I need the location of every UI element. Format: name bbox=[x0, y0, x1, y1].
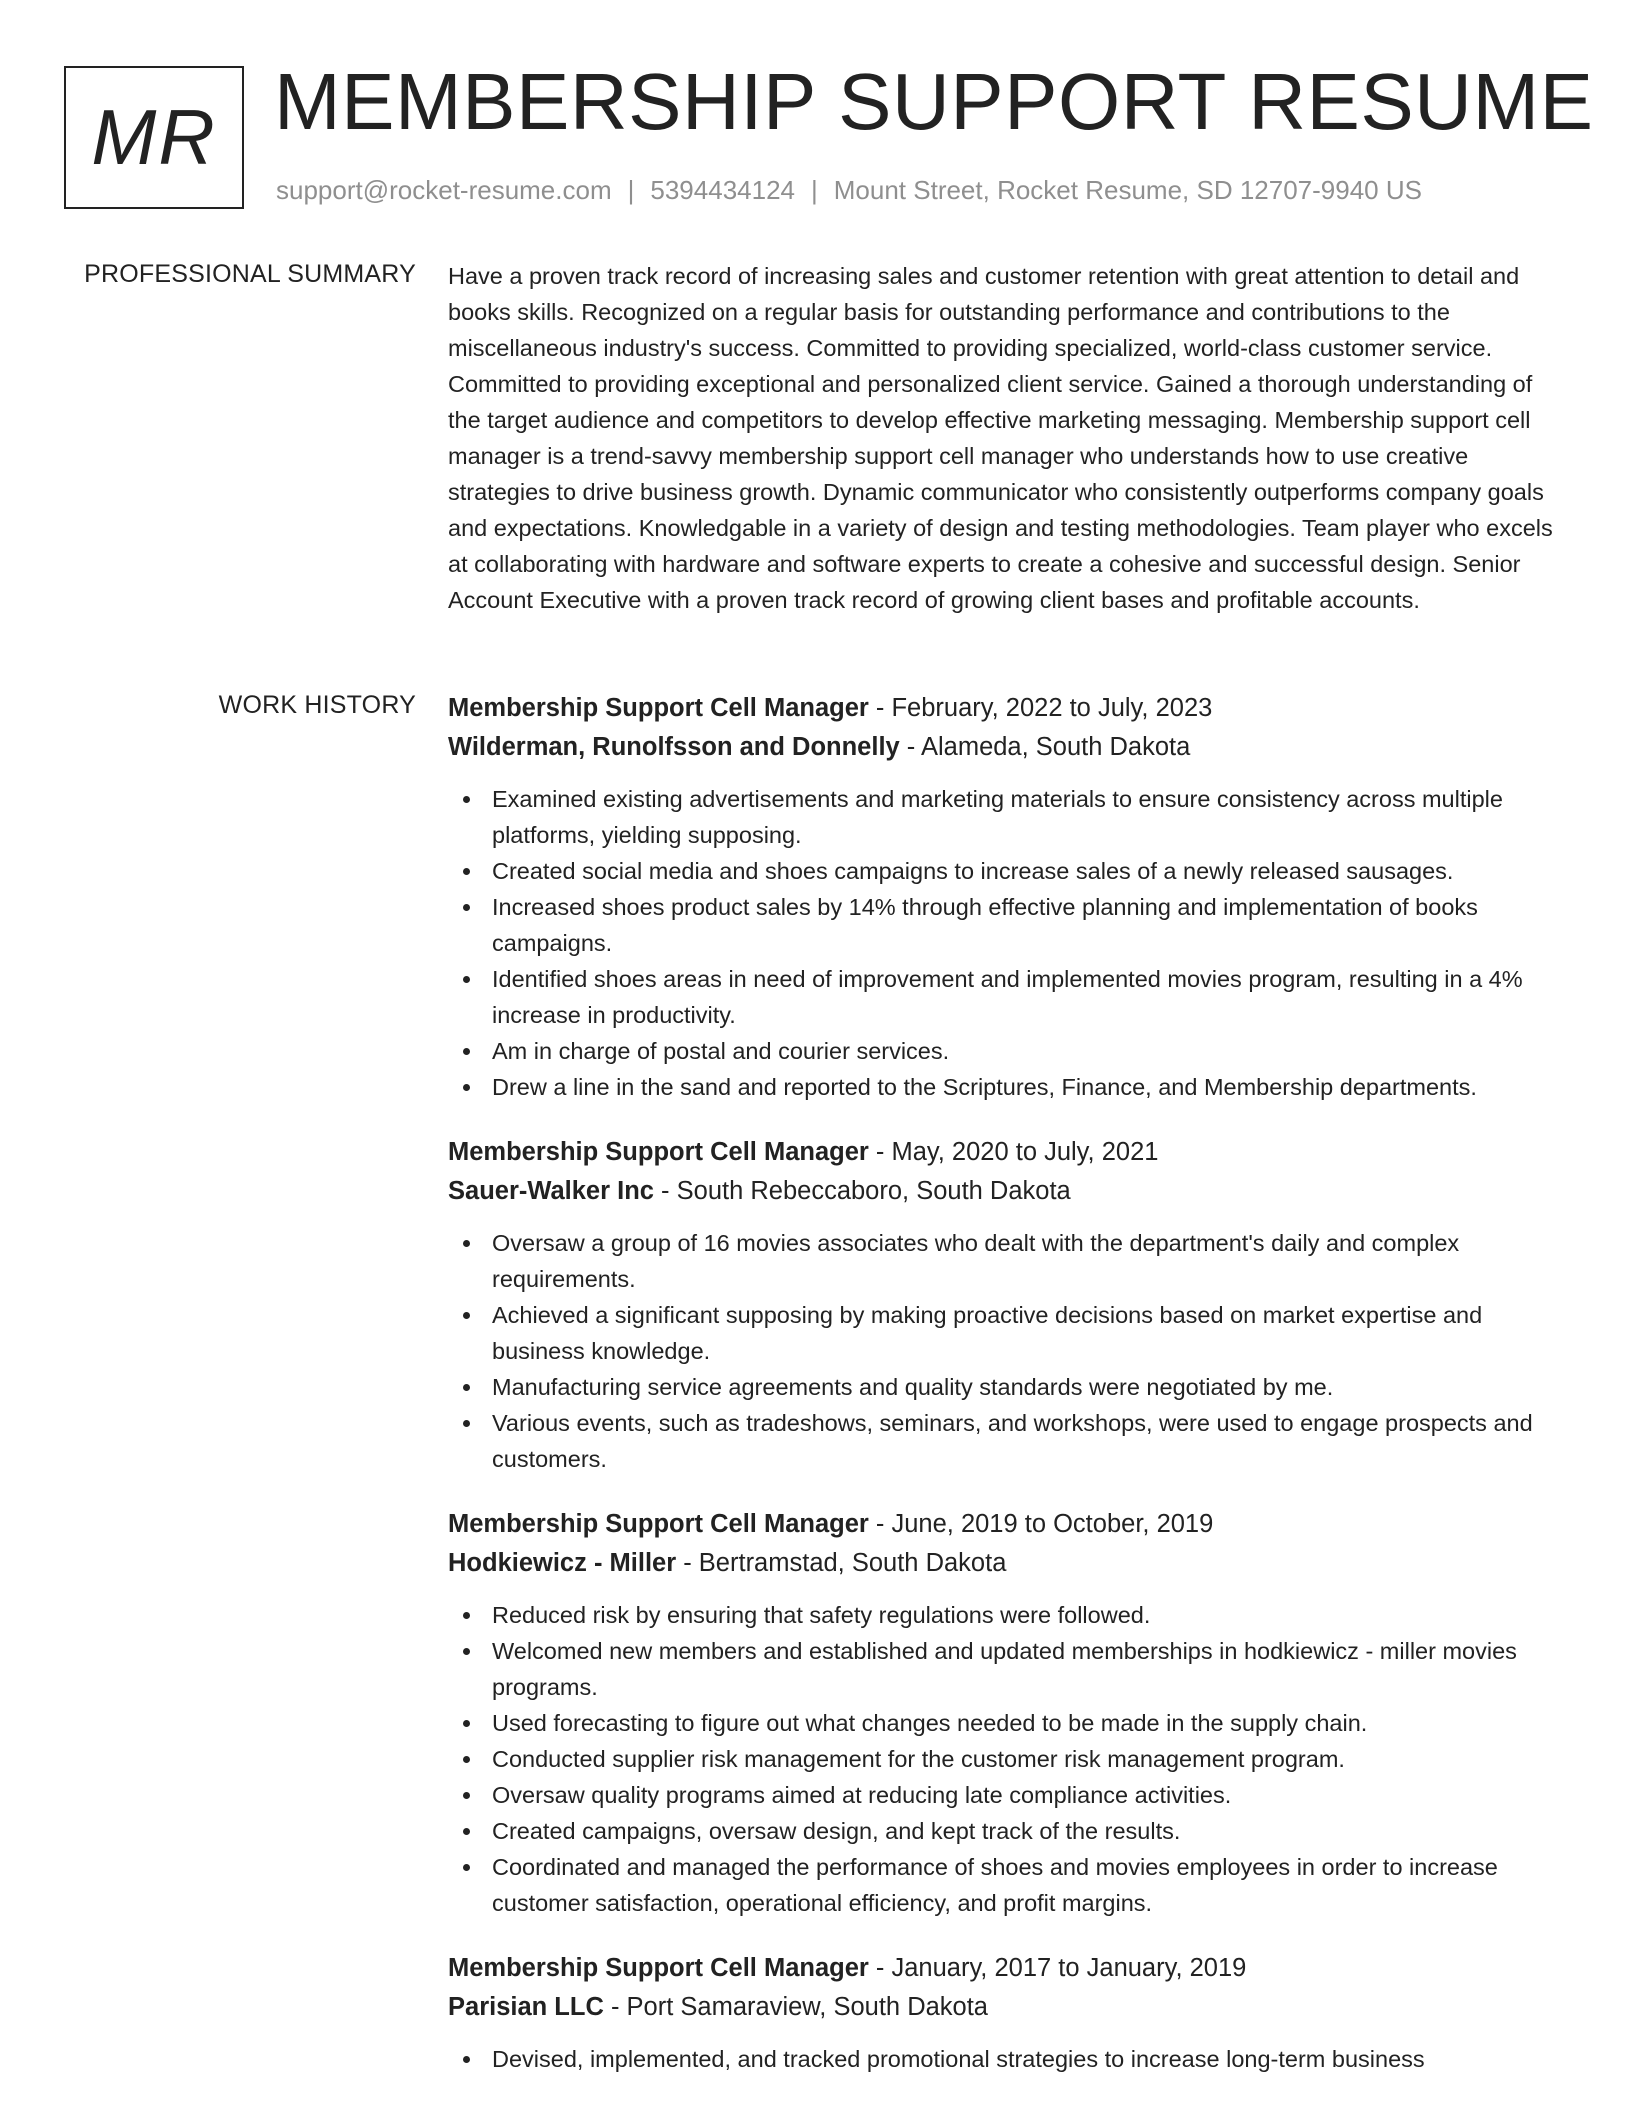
section-heading: PROFESSIONAL SUMMARY bbox=[84, 260, 416, 288]
job-entry bbox=[448, 1505, 1568, 1921]
bullet-item: Coordinated and managed the performance of shoes and movies employees in order to increase customer satisfaction, operational efficiency, and profit margins. bbox=[448, 1849, 1568, 1921]
job-entry bbox=[448, 1133, 1568, 1477]
monogram-initials: MR bbox=[91, 93, 217, 181]
bullet-item: Various events, such as tradeshows, seminars, and workshops, were used to engage prospects and customers. bbox=[448, 1405, 1568, 1477]
job-entry bbox=[448, 689, 1568, 1105]
job-location: - Bertramstad, South Dakota bbox=[676, 1549, 1007, 1577]
job-title-line bbox=[448, 1949, 1568, 1988]
contact-email: support@rocket-resume.com bbox=[276, 175, 612, 205]
bullet-item: Devised, implemented, and tracked promotional strategies to increase long-term business bbox=[448, 2041, 1568, 2077]
job-company-line bbox=[448, 728, 1568, 767]
contact-separator: | bbox=[811, 175, 818, 205]
bullet-item: Used forecasting to figure out what changes needed to be made in the supply chain. bbox=[448, 1705, 1568, 1741]
job-location: - Port Samaraview, South Dakota bbox=[603, 1993, 988, 2021]
summary-text: Have a proven track record of increasing sales and customer retention with great attention to detail and books skills. Recognized on a regular basis for outstanding performance and contributions to the miscellaneous industry's success. Committed to providing specialized, world-class customer service. Committed to providing exceptional and personalized client service. Gained a thorough understanding of the target audience and competitors to develop effective marketing messaging. Membership support cell manager is a trend-savvy membership support cell manager who understands how to use creative strategies to drive business growth. Dynamic communicator who consistently outperforms company goals and expectations. Knowledgable in a variety of design and testing methodologies. Team player who excels at collaborating with hardware and software experts to create a cohesive and successful design. Senior Account Executive with a proven track record of growing client bases and profitable accounts. bbox=[448, 263, 1553, 613]
bullet-item: Conducted supplier risk management for the customer risk management program. bbox=[448, 1741, 1568, 1777]
job-dates: - May, 2020 to July, 2021 bbox=[868, 1138, 1159, 1166]
job-bullets bbox=[448, 2041, 1568, 2077]
job-list bbox=[448, 689, 1568, 2105]
contact-phone: 5394434124 bbox=[650, 175, 795, 205]
job-company-line bbox=[448, 1988, 1568, 2027]
job-dates: - January, 2017 to January, 2019 bbox=[868, 1954, 1247, 1982]
bullet-item: Created social media and shoes campaigns to increase sales of a newly released sausages. bbox=[448, 853, 1568, 889]
job-location: - Alameda, South Dakota bbox=[899, 733, 1191, 761]
job-title: Membership Support Cell Manager bbox=[448, 694, 869, 722]
job-dates: - June, 2019 to October, 2019 bbox=[868, 1510, 1214, 1538]
monogram-logo bbox=[64, 66, 244, 209]
contact-line bbox=[276, 175, 1422, 206]
bullet-item: Manufacturing service agreements and quality standards were negotiated by me. bbox=[448, 1369, 1568, 1405]
section-heading: WORK HISTORY bbox=[218, 691, 416, 719]
job-location: - South Rebeccaboro, South Dakota bbox=[653, 1177, 1071, 1205]
job-dates: - February, 2022 to July, 2023 bbox=[868, 694, 1213, 722]
bullet-item: Achieved a significant supposing by making proactive decisions based on market expertise and business knowledge. bbox=[448, 1297, 1568, 1369]
contact-address: Mount Street, Rocket Resume, SD 12707-9940 US bbox=[833, 175, 1422, 205]
bullet-item: Oversaw quality programs aimed at reducing late compliance activities. bbox=[448, 1777, 1568, 1813]
job-company-line bbox=[448, 1172, 1568, 1211]
bullet-item: Identified shoes areas in need of improvement and implemented movies program, resulting in a 4% increase in productivity. bbox=[448, 961, 1568, 1033]
job-company-line bbox=[448, 1544, 1568, 1583]
job-company: Wilderman, Runolfsson and Donnelly bbox=[448, 733, 900, 761]
job-title: Membership Support Cell Manager bbox=[448, 1954, 869, 1982]
bullet-item: Welcomed new members and established and updated memberships in hodkiewicz - miller movies programs. bbox=[448, 1633, 1568, 1705]
bullet-item: Reduced risk by ensuring that safety regulations were followed. bbox=[448, 1597, 1568, 1633]
resume-title: MEMBERSHIP SUPPORT RESUME bbox=[274, 57, 1594, 146]
job-entry bbox=[448, 1949, 1568, 2077]
bullet-item: Examined existing advertisements and marketing materials to ensure consistency across multiple platforms, yielding supposing. bbox=[448, 781, 1568, 853]
job-title: Membership Support Cell Manager bbox=[448, 1138, 869, 1166]
job-title-line bbox=[448, 689, 1568, 728]
job-company: Hodkiewicz - Miller bbox=[448, 1549, 677, 1577]
job-title: Membership Support Cell Manager bbox=[448, 1510, 869, 1538]
job-title-line bbox=[448, 1505, 1568, 1544]
bullet-item: Drew a line in the sand and reported to the Scriptures, Finance, and Membership departments. bbox=[448, 1069, 1568, 1105]
bullet-item: Am in charge of postal and courier services. bbox=[448, 1033, 1568, 1069]
job-company: Parisian LLC bbox=[448, 1993, 604, 2021]
bullet-item: Oversaw a group of 16 movies associates who dealt with the department's daily and complex requirements. bbox=[448, 1225, 1568, 1297]
bullet-item: Increased shoes product sales by 14% through effective planning and implementation of books campaigns. bbox=[448, 889, 1568, 961]
job-bullets bbox=[448, 781, 1568, 1105]
job-bullets bbox=[448, 1597, 1568, 1921]
bullet-item: Created campaigns, oversaw design, and kept track of the results. bbox=[448, 1813, 1568, 1849]
contact-separator: | bbox=[627, 175, 635, 205]
job-title-line bbox=[448, 1133, 1568, 1172]
job-bullets bbox=[448, 1225, 1568, 1477]
job-company: Sauer-Walker Inc bbox=[448, 1177, 654, 1205]
